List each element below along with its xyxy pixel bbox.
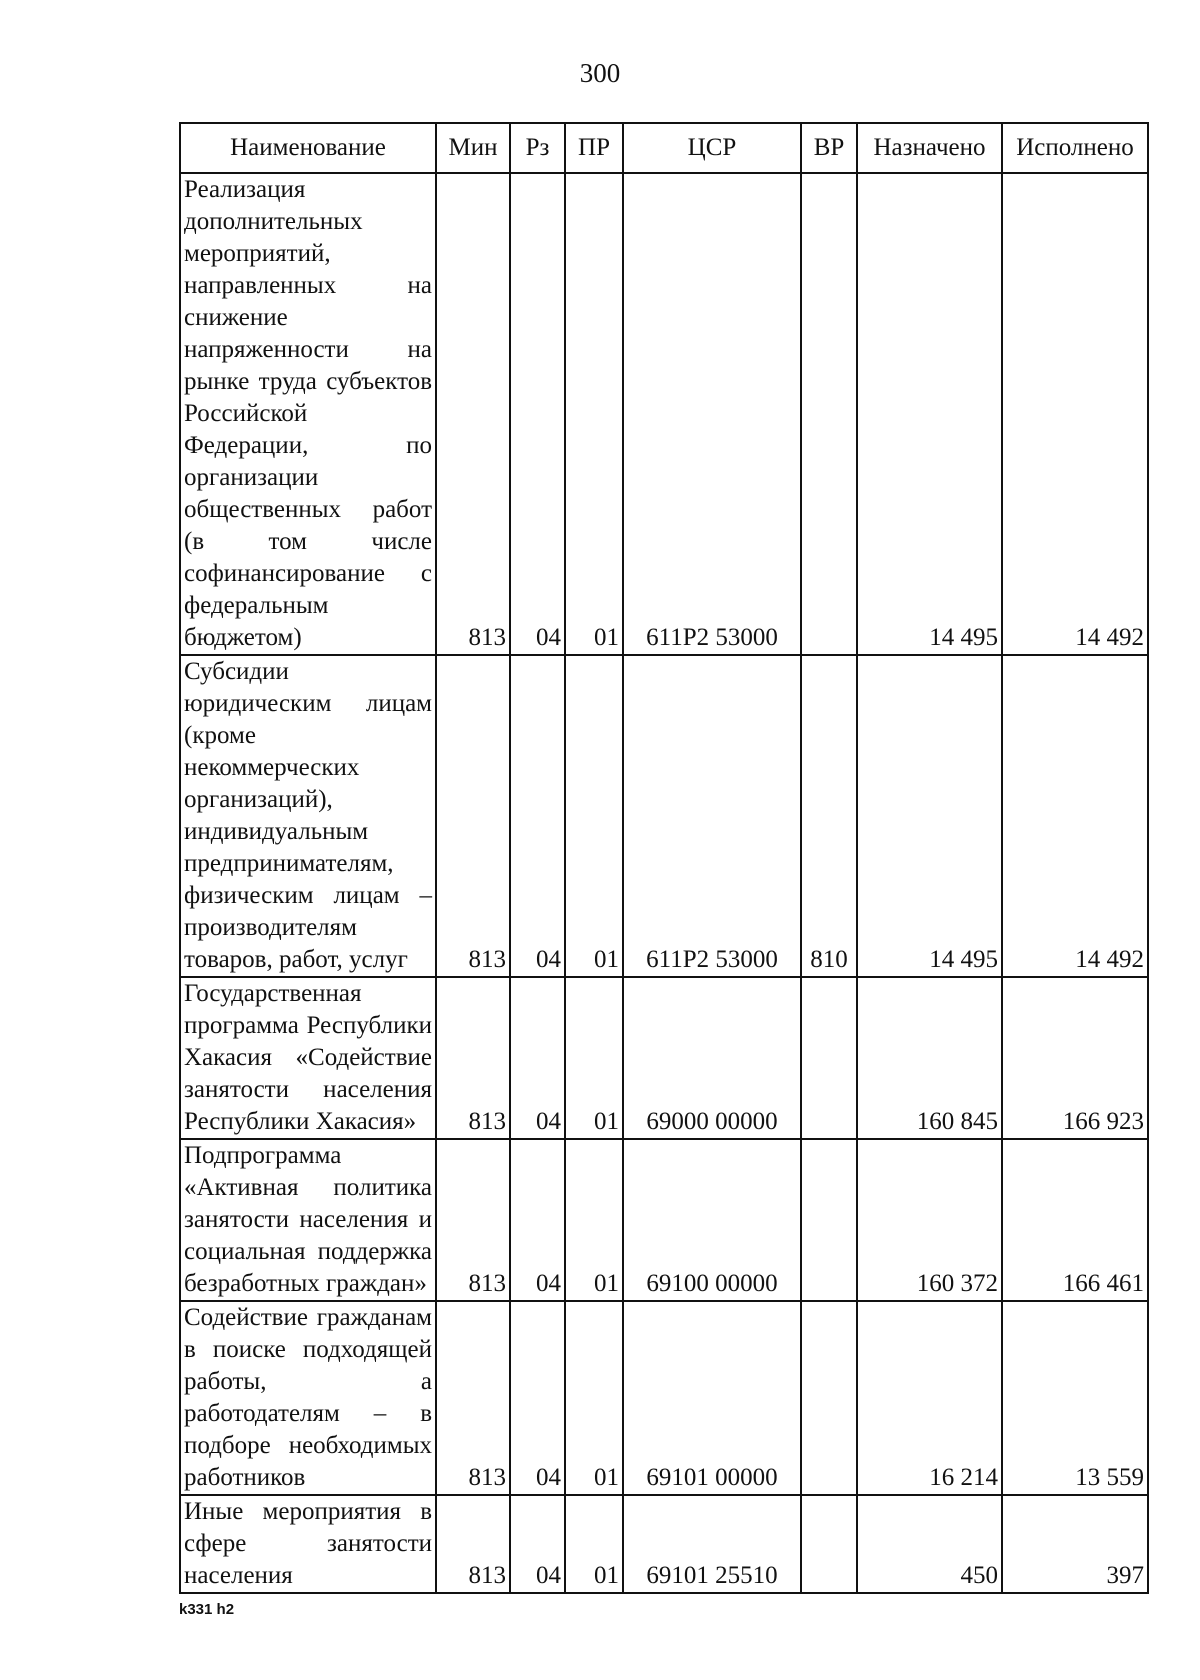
row-vr (801, 1139, 857, 1301)
header-assigned: Назначено (857, 123, 1002, 173)
table-row (180, 1139, 1148, 1301)
table-row (180, 173, 1148, 655)
row-rz: 04 (510, 1495, 565, 1593)
row-vr (801, 977, 857, 1139)
header-pr: ПР (565, 123, 623, 173)
row-assigned: 14 495 (857, 655, 1002, 977)
row-rz: 04 (510, 173, 565, 655)
footer-code: k331 h2 (179, 1601, 235, 1618)
row-min: 813 (436, 977, 510, 1139)
row-name: Субсидии юридическим лицам (кроме некоммерческих организаций), индивидуальным предпринимателям, физическим лицам – производителям товаров, работ, услуг (180, 655, 436, 977)
row-name: Подпрограмма «Активная политика занятости населения и социальная поддержка безработных граждан» (180, 1139, 436, 1301)
row-name: Содействие гражданам в поиске подходящей работы, а работодателям – в подборе необходимых работников (180, 1301, 436, 1495)
row-executed: 166 923 (1002, 977, 1148, 1139)
row-name: Иные мероприятия в сфере занятости населения (180, 1495, 436, 1593)
header-vr: ВР (801, 123, 857, 173)
row-pr: 01 (565, 655, 623, 977)
row-rz: 04 (510, 977, 565, 1139)
row-assigned: 450 (857, 1495, 1002, 1593)
row-csr: 611Р2 53000 (623, 655, 801, 977)
row-pr: 01 (565, 1139, 623, 1301)
row-assigned: 14 495 (857, 173, 1002, 655)
row-min: 813 (436, 655, 510, 977)
page-number: 300 (579, 58, 621, 88)
row-executed: 14 492 (1002, 173, 1148, 655)
row-pr: 01 (565, 173, 623, 655)
row-vr: 810 (801, 655, 857, 977)
row-name: Реализация дополнительных мероприятий, направленных на снижение напряженности на рынке труда субъектов Российской Федерации, по организации общественных работ (в том числе софинансирование с федеральным бюджетом) (180, 173, 436, 655)
row-executed: 166 461 (1002, 1139, 1148, 1301)
row-csr: 69000 00000 (623, 977, 801, 1139)
row-assigned: 16 214 (857, 1301, 1002, 1495)
row-min: 813 (436, 1139, 510, 1301)
row-min: 813 (436, 1301, 510, 1495)
header-name: Наименование (180, 123, 436, 173)
header-executed: Исполнено (1002, 123, 1148, 173)
row-min: 813 (436, 173, 510, 655)
table-header (180, 123, 1148, 173)
row-csr: 69100 00000 (623, 1139, 801, 1301)
row-csr: 69101 25510 (623, 1495, 801, 1593)
row-pr: 01 (565, 977, 623, 1139)
row-pr: 01 (565, 1495, 623, 1593)
row-pr: 01 (565, 1301, 623, 1495)
table-row (180, 977, 1148, 1139)
row-name: Государственная программа Республики Хакасия «Содействие занятости населения Республики Хакасия» (180, 977, 436, 1139)
row-csr: 611Р2 53000 (623, 173, 801, 655)
row-executed: 14 492 (1002, 655, 1148, 977)
table-row (180, 1495, 1148, 1593)
row-executed: 13 559 (1002, 1301, 1148, 1495)
row-vr (801, 1301, 857, 1495)
budget-table (179, 122, 1149, 1594)
header-rz: Рз (510, 123, 565, 173)
row-rz: 04 (510, 655, 565, 977)
row-csr: 69101 00000 (623, 1301, 801, 1495)
row-executed: 397 (1002, 1495, 1148, 1593)
row-min: 813 (436, 1495, 510, 1593)
table-row (180, 1301, 1148, 1495)
table-body (180, 173, 1148, 1593)
row-vr (801, 1495, 857, 1593)
row-rz: 04 (510, 1139, 565, 1301)
row-assigned: 160 372 (857, 1139, 1002, 1301)
header-min: Мин (436, 123, 510, 173)
table-row (180, 655, 1148, 977)
row-assigned: 160 845 (857, 977, 1002, 1139)
row-vr (801, 173, 857, 655)
header-row (180, 123, 1148, 173)
header-csr: ЦСР (623, 123, 801, 173)
row-rz: 04 (510, 1301, 565, 1495)
